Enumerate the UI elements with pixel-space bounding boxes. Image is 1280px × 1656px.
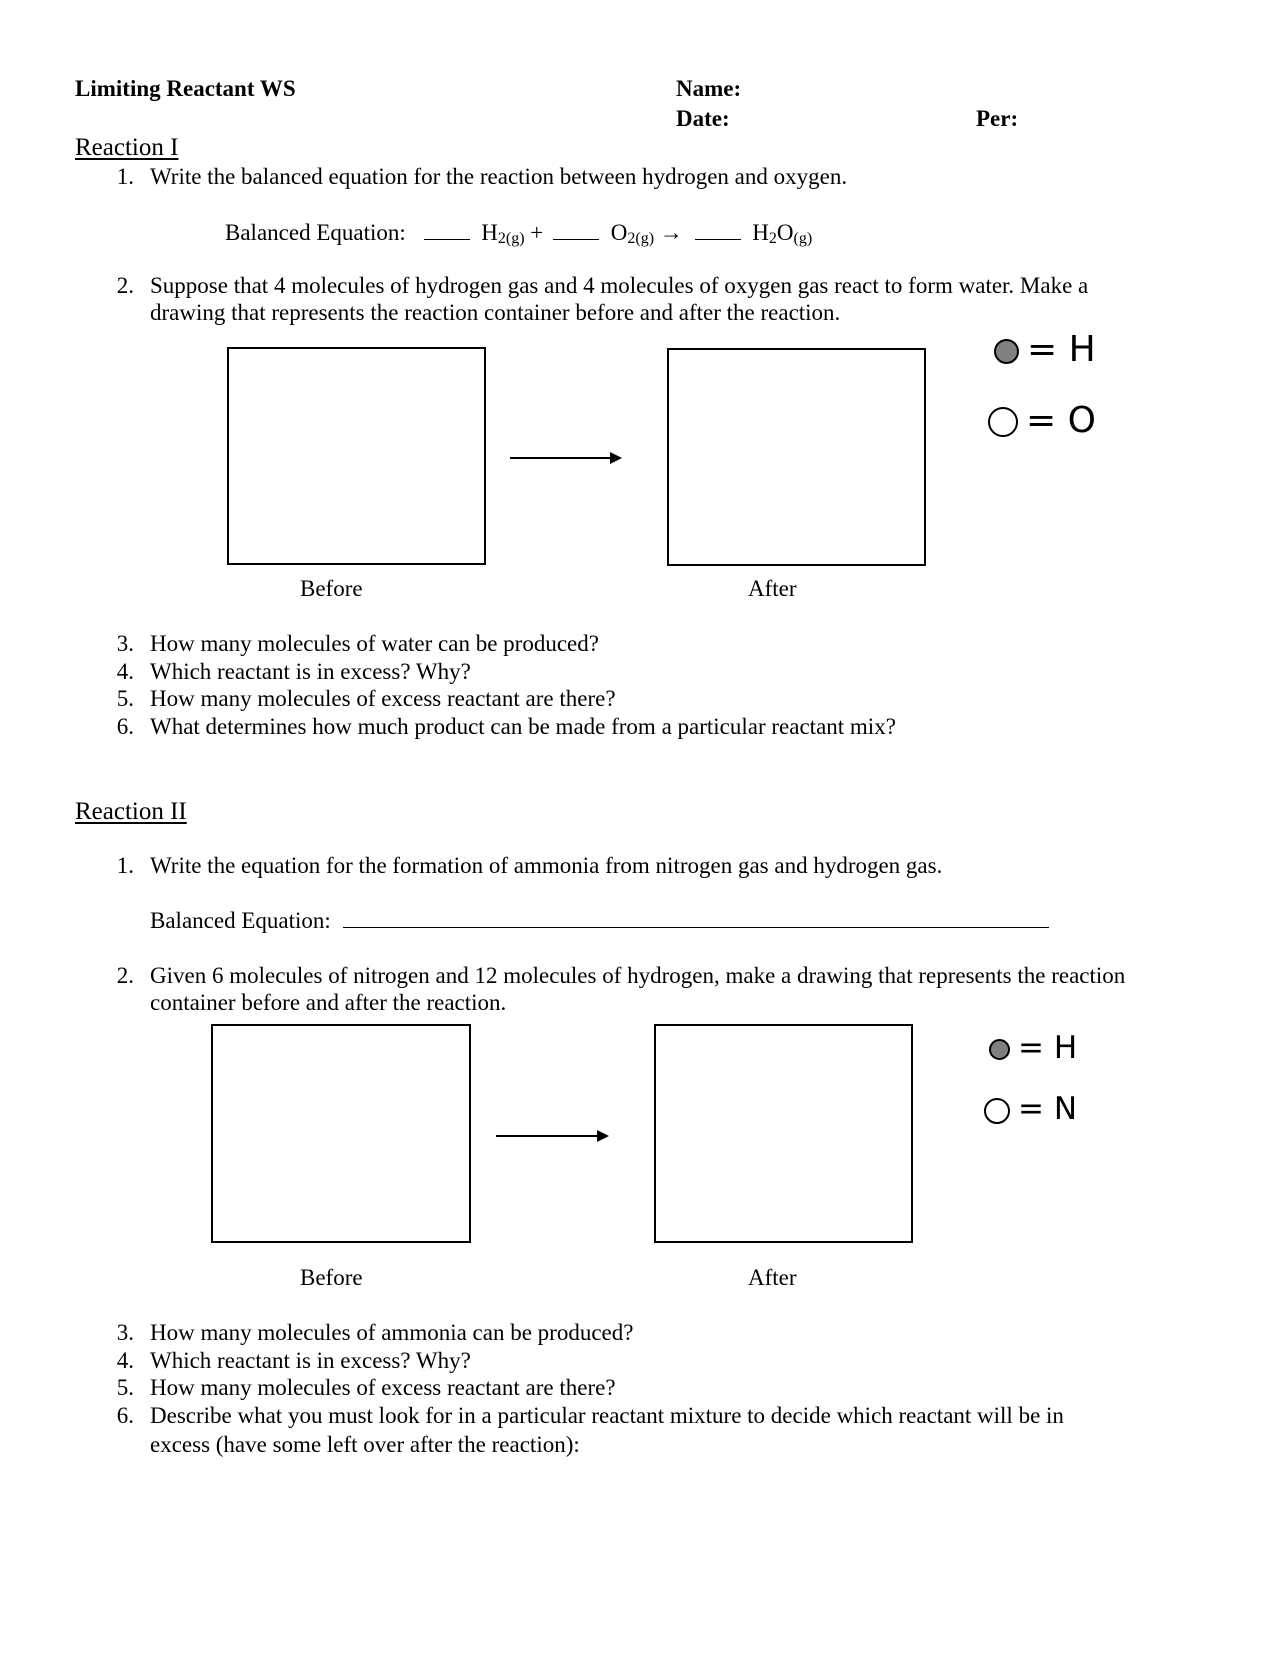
- r2-before-drawing-box[interactable]: [211, 1024, 471, 1243]
- r1-reaction-arrow: [510, 457, 620, 459]
- equation-answer-line[interactable]: [343, 907, 1049, 928]
- formula-o2: $O_{2(g)}$: [610, 220, 655, 247]
- question-text: Write the equation for the formation of ammonia from nitrogen gas and hydrogen gas.: [150, 853, 943, 878]
- question-text-line-2: container before and after the reaction.: [150, 990, 507, 1015]
- reaction-2-heading: Reaction II: [75, 798, 187, 825]
- worksheet-title: Limiting Reactant WS: [75, 76, 296, 101]
- r1-before-label: Before: [300, 576, 363, 601]
- r1-question-list: [106, 631, 1106, 741]
- reaction-arrow: →: [659, 220, 683, 245]
- r2-question-list: [106, 1320, 1206, 1459]
- question-text: Write the balanced equation for the reaction between hydrogen and oxygen.: [150, 164, 848, 189]
- r2-before-label: Before: [300, 1265, 363, 1290]
- r2-after-drawing-box[interactable]: [654, 1024, 913, 1243]
- plus-sign: +: [530, 220, 544, 245]
- date-label: Date:: [676, 106, 730, 131]
- r1-after-label: After: [748, 576, 797, 601]
- r1-balanced-equation: [225, 219, 812, 246]
- r1-legend-oxygen: = O: [988, 401, 1096, 441]
- question-number: 1.: [116, 853, 134, 878]
- r1-before-drawing-box[interactable]: [227, 347, 486, 565]
- r1-after-drawing-box[interactable]: [667, 348, 926, 566]
- list-item: 3. How many molecules of water can be produced?: [116, 631, 599, 656]
- coefficient-blank-h2o[interactable]: [695, 219, 741, 240]
- empty-circle-icon: [984, 1098, 1010, 1124]
- empty-circle-icon: [988, 407, 1018, 437]
- formula-h2: $H_{2(g)}$: [481, 220, 525, 247]
- question-number: 1.: [116, 164, 134, 189]
- formula-h2o: $H_2O_{(g)}$: [752, 220, 813, 247]
- filled-circle-icon: [994, 339, 1019, 364]
- list-item: 3. How many molecules of ammonia can be produced?: [116, 1320, 634, 1345]
- question-text-line-2: drawing that represents the reaction container before and after the reaction.: [150, 300, 841, 325]
- list-item: 6. What determines how much product can be made from a particular reactant mix?: [116, 713, 896, 739]
- reaction-1-heading: Reaction I: [75, 134, 179, 161]
- question-number: 2.: [116, 963, 134, 988]
- period-label: Per:: [976, 106, 1019, 131]
- list-item: 5. How many molecules of excess reactant are there?: [116, 686, 616, 711]
- equation-label: Balanced Equation:: [150, 908, 331, 933]
- question-text-line-1: Suppose that 4 molecules of hydrogen gas and 4 molecules of oxygen gas react to form water. Make a: [150, 273, 1089, 298]
- name-label: Name:: [676, 76, 742, 101]
- r2-reaction-arrow: [496, 1135, 607, 1137]
- coefficient-blank-o2[interactable]: [553, 219, 599, 240]
- filled-circle-icon: [989, 1039, 1010, 1060]
- r2-legend-hydrogen: = H: [989, 1031, 1077, 1065]
- r2-after-label: After: [748, 1265, 797, 1290]
- question-number: 2.: [116, 273, 134, 298]
- r1-legend-hydrogen: = H: [994, 330, 1096, 370]
- list-item: 4. Which reactant is in excess? Why?: [116, 1347, 471, 1373]
- r2-balanced-equation: [150, 907, 1049, 934]
- question-text-line-1: Given 6 molecules of nitrogen and 12 molecules of hydrogen, make a drawing that represents the reaction: [150, 963, 1126, 988]
- list-item: 6. Describe what you must look for in a particular reactant mixture to decide which reactant will be in excess (have some left over after the reaction):: [116, 1402, 1064, 1457]
- list-item: 4. Which reactant is in excess? Why?: [116, 658, 471, 684]
- coefficient-blank-h2[interactable]: [424, 219, 470, 240]
- list-item: 5. How many molecules of excess reactant are there?: [116, 1375, 616, 1400]
- equation-label: Balanced Equation:: [225, 220, 406, 245]
- r2-legend-nitrogen: = N: [984, 1092, 1077, 1126]
